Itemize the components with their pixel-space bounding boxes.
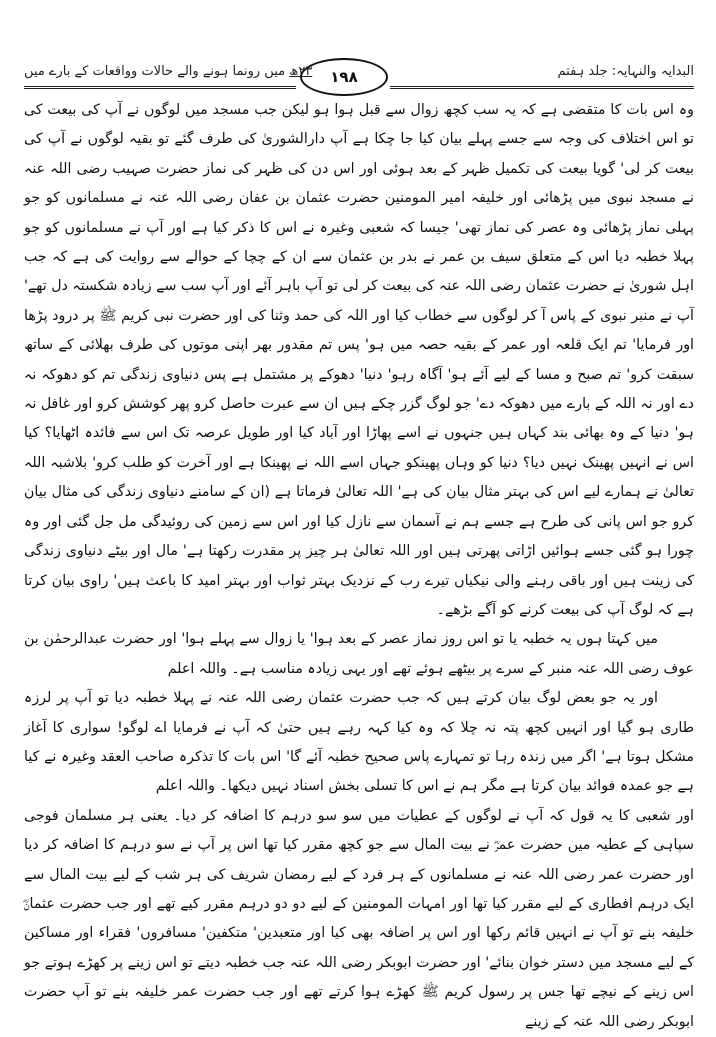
running-header [24,58,694,98]
paragraph: میں کہتا ہوں یہ خطبہ یا تو اس روز نماز عصر کے بعد ہوا' یا زوال سے پہلے ہوا' اور حضرت عبدالرحمٰن بن عوف رضی اللہ عنہ منبر کے سرے پر بیٹھے ہوئے تھے اور یہی زیادہ مناسب ہے۔ واللہ اعلم [24,631,694,677]
page-number: ۱۹۸ [300,58,388,96]
header-rule-right [390,86,694,89]
paragraph: اور شعبی کا یہ قول کہ آپ نے لوگوں کے عطیات میں سو سو درہم کا اضافہ کر دیا۔ یعنی ہر مسلمان فوجی سپاہی کے عطیہ میں حضرت عمرؓ نے بیت المال سے جو کچھ مقرر کیا تھا اس پر آپ نے سو درہم کا اضافہ کر دیا اور حضرت عمر رضی اللہ عنہ نے مسلمانوں کے ہر فرد کے لیے رمضان شریف کی ہر شب کے لیے بیت المال سے ایک درہم افطاری کے لیے مقرر کیا تھا اور امہات المومنین کے لیے دو دو درہم مقرر کیے تھے اور جب حضرت عثمانؓ خلیفہ بنے تو آپ نے انہیں قائم رکھا اور اس پر اضافہ بھی کیا اور متعبدین' متکفین' مسافروں' فقراء اور مساکین کے لیے مسجد میں دستر خوان بنائے' اور حضرت ابوبکر رضی اللہ عنہ جب خطبہ دیتے تو اس زینے پر کھڑے ہوتے جو اس زینے کے نیچے تھا جس پر رسول کریم ﷺ کھڑے ہوا کرتے تھے اور جب حضرت عمر خلیفہ بنے تو آپ حضرت ابوبکر رضی اللہ عنہ کے زینے [24,807,694,1030]
page-body [24,96,694,1037]
section-title [24,64,312,79]
section-title-text: میں رونما ہونے والے حالات وواقعات کے بارے میں [24,64,286,79]
paragraph: وہ اس بات کا متقضی ہے کہ یہ سب کچھ زوال سے قبل ہوا ہو لیکن جب مسجد میں لوگوں نے آپ کی بیعت کی تو اس اختلاف کی وجہ سے جسے پہلے بیان کیا جا چکا ہے آپ دارالشوریٰ کی طرف گئے تو بقیہ لوگوں نے آپ کی بیعت کر لی' گویا بیعت کی تکمیل ظہر کے بعد ہوئی اور اس دن کی ظہر کی نماز حضرت صہیب رضی اللہ عنہ نے مسجد نبوی میں پڑھائی اور خلیفہ امیر المومنین حضرت عثمان بن عفان رضی اللہ عنہ نے مسلمانوں کو جو پہلی نماز پڑھائی وہ عصر کی نماز تھی' جیسا کہ شعبی وغیرہ نے اس کا ذکر کیا ہے اور آپ نے مسلمانوں کو جو پہلا خطبہ دیا اس کے متعلق سیف بن عمر نے بدر بن عثمان سے ان کے چچا کے حوالے سے روایت کی ہے کہ جب اہل شوریٰ نے حضرت عثمان رضی اللہ عنہ کی بیعت کر لی تو آپ باہر آئے اور آپ سب سے زیادہ شکستہ دل تھے' آپ نے منبر نبوی کے پاس آ کر لوگوں سے خطاب کیا اور اللہ کی حمد وثنا کی اور حضرت نبی کریم ﷺ پر درود پڑھا اور فرمایا' تم ایک قلعہ اور عمر کے بقیہ حصہ میں ہو' پس تم مقدور بھر اپنی موتوں کی طرف بھلائی کے ساتھ سبقت کرو' تم صبح و مسا کے لیے آئے ہو' آگاہ رہو' دنیا' دھوکے پر مشتمل ہے پس دنیاوی زندگی تم کو دھوکہ نہ دے اور نہ اللہ کے بارے میں دھوکہ دے' جو لوگ گزر چکے ہیں ان سے عبرت حاصل کرو پھر کوشش کرو اور غافل نہ ہو' دنیا کے وہ بھائی بند کہاں ہیں جنہوں نے اسے پھاڑا اور آباد کیا اور طویل عرصہ تک اس سے فائدہ اٹھایا؟ کیا اس نے انہیں پھینک نہیں دیا؟ دنیا کو وہاں پھینکو جہاں اسے اللہ نے پھینکا ہے اور آخرت کو طلب کرو' بلاشبہ اللہ تعالیٰ نے ہمارے لیے اس کی بہتر مثال بیان کی ہے' اللہ تعالیٰ فرماتا ہے (ان کے سامنے دنیاوی زندگی کی مثال بیان کرو جو اس پانی کی طرح ہے جسے ہم نے آسمان سے نازل کیا اور اس سے زمین کی روئیدگی مل جل گئی اور وہ چورا ہو گئی جسے ہوائیں اڑاتی پھرتی ہیں اور اللہ تعالیٰ ہر چیز پر مقدرت رکھتا ہے' مال اور بیٹے دنیاوی زندگی کی زینت ہیں اور باقی رہنے والی نیکیاں تیرے رب کے نزدیک بہتر ثواب اور بہتر امید کا باعث ہیں' راوی بیان کرتا ہے کہ لوگ آپ کی بیعت کرنے کو آگے بڑھے۔ [24,102,694,618]
header-rule-left [24,86,296,89]
section-year: ۲۳ھ [289,64,313,79]
paragraph: اور یہ جو بعض لوگ بیان کرتے ہیں کہ جب حضرت عثمان رضی اللہ عنہ نے پہلا خطبہ دیا تو آپ پر لرزہ طاری ہو گیا اور انہیں کچھ پتہ نہ چلا کہ وہ کیا کہہ رہے ہیں حتیٰ کہ آپ نے فرمایا اے لوگو! سواری کا آغاز مشکل ہوتا ہے' اگر میں زندہ رہا تو تمہارے پاس صحیح خطبہ آئے گا' اس بات کا تذکرہ صاحب العقد وغیرہ نے کیا ہے جو عمدہ فوائد بیان کرتا ہے مگر ہم نے اس کا تسلی بخش اسناد نہیں دیکھا۔ واللہ اعلم [24,690,694,795]
book-title: البدایہ والنہایہ: جلد ہفتم [557,64,694,79]
